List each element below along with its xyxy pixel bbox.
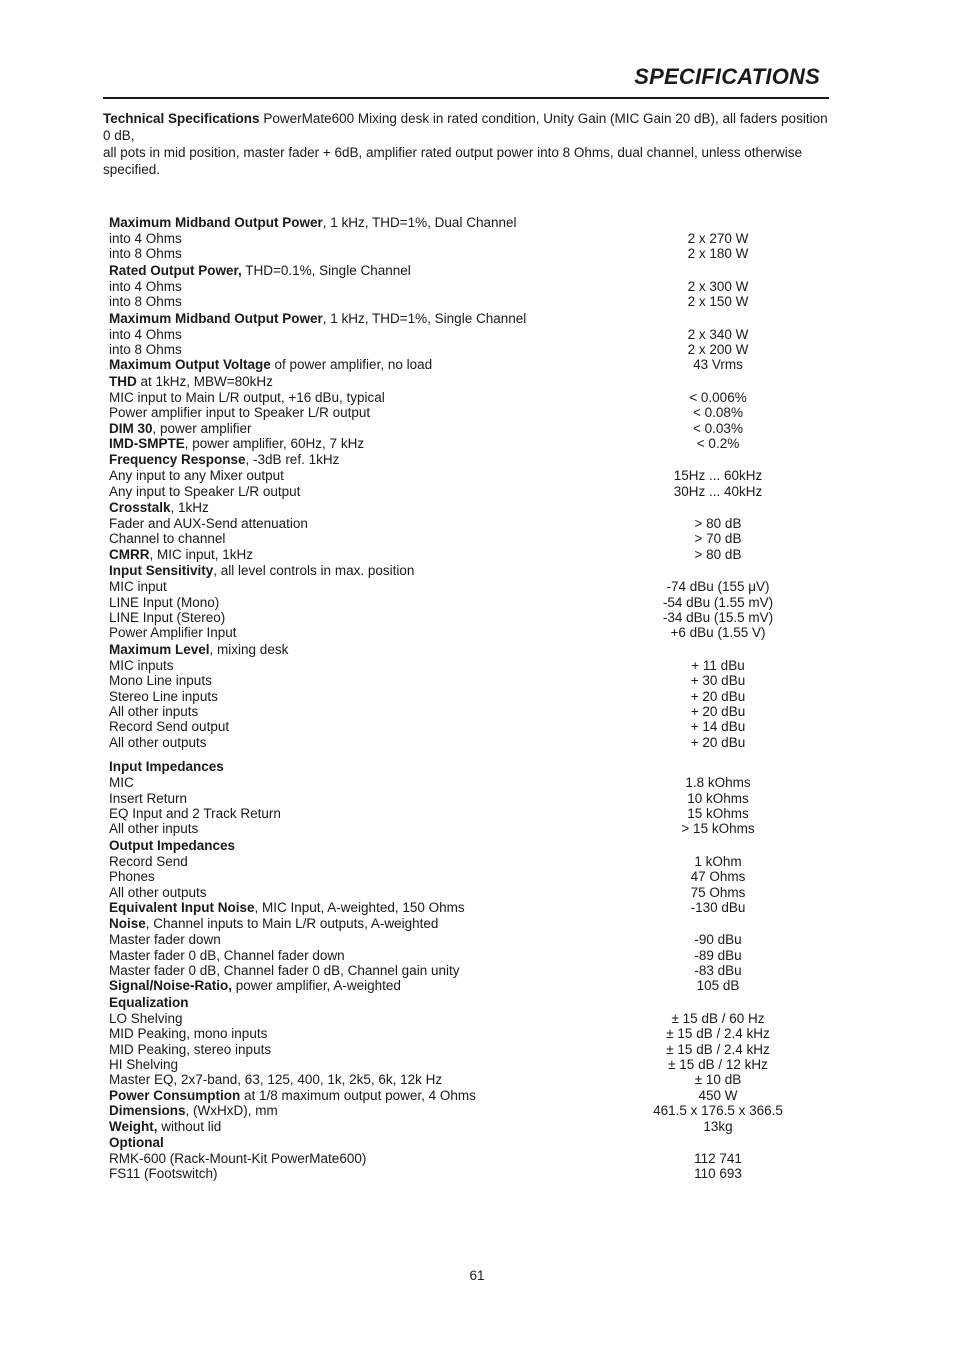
spec-label xyxy=(109,1134,164,1151)
intro-line-1 xyxy=(103,110,833,144)
spec-value: > 80 dB xyxy=(694,516,742,532)
spec-text: into 8 Ohms xyxy=(109,246,182,262)
spec-row xyxy=(109,499,829,516)
spec-value: ± 15 dB / 2.4 kHz xyxy=(666,1026,770,1042)
spec-label xyxy=(109,625,237,640)
spec-label xyxy=(109,436,364,451)
spec-text: FS11 (Footswitch) xyxy=(109,1166,218,1182)
spec-row xyxy=(109,854,829,869)
spec-text: MIC input to Main L/R output, +16 dBu, typical xyxy=(109,389,385,405)
spec-value: < 0.03% xyxy=(693,420,743,436)
spec-text: MID Peaking, mono inputs xyxy=(109,1026,268,1042)
spec-row xyxy=(109,735,829,750)
spec-row xyxy=(109,246,829,261)
spec-value: -90 dBu xyxy=(694,932,742,948)
spec-text: Any input to Speaker L/R output xyxy=(109,483,301,499)
spec-label xyxy=(109,1088,476,1103)
spec-value: -34 dBu (15.5 mV) xyxy=(662,610,774,626)
spec-value: 2 x 200 W xyxy=(687,341,749,357)
spec-row xyxy=(109,641,829,658)
spec-label xyxy=(109,421,252,436)
spec-row xyxy=(109,610,829,625)
spec-label xyxy=(109,1042,271,1057)
spec-label xyxy=(109,547,253,562)
spec-text: Power Amplifier Input xyxy=(109,625,237,641)
spec-text: into 8 Ohms xyxy=(109,341,182,357)
spec-value: + 20 dBu xyxy=(690,703,746,719)
spec-label xyxy=(109,373,273,390)
spec-heading: Noise xyxy=(109,916,146,932)
spec-row xyxy=(109,1042,829,1057)
spec-text: Power amplifier input to Speaker L/R output xyxy=(109,405,371,421)
spec-row xyxy=(109,963,829,978)
spec-text: All other outputs xyxy=(109,734,207,750)
spec-label xyxy=(109,451,339,468)
spec-value: +6 dBu (1.55 V) xyxy=(670,625,766,641)
spec-label xyxy=(109,246,182,261)
spec-label xyxy=(109,689,218,704)
spec-row xyxy=(109,869,829,884)
spec-text: power amplifier, A-weighted xyxy=(232,978,401,994)
spec-text: Mono Line inputs xyxy=(109,673,212,689)
spec-text: without lid xyxy=(157,1118,222,1134)
spec-text: into 4 Ohms xyxy=(109,231,182,246)
spec-value: + 30 dBu xyxy=(690,673,746,689)
intro-lead: Technical Specifications xyxy=(103,111,260,126)
spec-text: into 4 Ohms xyxy=(109,278,182,294)
spec-row xyxy=(109,673,829,688)
spec-label xyxy=(109,1026,267,1041)
spec-text: MIC xyxy=(109,775,134,791)
spec-text: All other inputs xyxy=(109,703,199,719)
spec-label xyxy=(109,704,198,719)
spec-label xyxy=(109,516,308,531)
spec-text: MID Peaking, stereo inputs xyxy=(109,1041,272,1057)
spec-label xyxy=(109,327,182,342)
spec-label xyxy=(109,900,465,915)
spec-row xyxy=(109,531,829,546)
title-divider xyxy=(103,97,829,99)
spec-value: > 80 dB xyxy=(694,546,742,562)
spec-row xyxy=(109,294,829,309)
spec-label xyxy=(109,310,526,327)
spec-text: Fader and AUX-Send attenuation xyxy=(109,516,308,532)
spec-row xyxy=(109,1088,829,1103)
spec-value: ± 10 dB xyxy=(694,1072,742,1088)
spec-row xyxy=(109,595,829,610)
spec-row xyxy=(109,689,829,704)
spec-value: + 11 dBu xyxy=(691,657,745,673)
spec-row xyxy=(109,390,829,405)
spec-label xyxy=(109,885,207,900)
spec-value: -74 dBu (155 μV) xyxy=(666,579,770,595)
spec-row xyxy=(109,421,829,436)
spec-row xyxy=(109,719,829,734)
spec-label xyxy=(109,837,235,854)
spec-row xyxy=(109,915,829,932)
spec-label xyxy=(109,1103,278,1118)
spec-label xyxy=(109,1011,183,1026)
spec-value: 10 kOhms xyxy=(687,790,749,806)
spec-value: -54 dBu (1.55 mV) xyxy=(662,594,774,610)
spec-row xyxy=(109,231,829,246)
spec-value: 110 693 xyxy=(694,1166,742,1182)
spec-text: Phones xyxy=(109,869,155,885)
spec-heading: Equalization xyxy=(109,994,189,1010)
spec-text: All other inputs xyxy=(109,821,199,837)
spec-row xyxy=(109,214,829,231)
spec-label xyxy=(109,262,411,279)
spec-label xyxy=(109,673,212,688)
spec-value: 105 dB xyxy=(696,978,740,994)
spec-text: LO Shelving xyxy=(109,1010,183,1026)
spec-value: ± 15 dB / 60 Hz xyxy=(671,1010,765,1026)
spec-heading: Rated Output Power, xyxy=(109,262,242,278)
spec-row xyxy=(109,1151,829,1166)
spec-text: , 1 kHz, THD=1%, Dual Channel xyxy=(322,215,517,230)
spec-text: Master fader 0 dB, Channel fader 0 dB, Channel gain unity xyxy=(109,963,460,979)
spec-value: < 0.006% xyxy=(689,389,747,405)
intro-text-1: PowerMate600 Mixing desk in rated condition, Unity Gain (MIC Gain 20 dB), all faders position 0 dB, xyxy=(103,111,828,143)
spec-heading: Equivalent Input Noise xyxy=(109,899,255,915)
spec-text: Stereo Line inputs xyxy=(109,688,218,704)
intro-paragraph xyxy=(103,110,833,178)
spec-label xyxy=(109,499,209,516)
spec-value: ± 15 dB / 2.4 kHz xyxy=(666,1041,770,1057)
spec-row xyxy=(109,373,829,390)
spec-heading: Maximum Midband Output Power xyxy=(109,215,323,230)
spec-heading: Output Impedances xyxy=(109,837,236,853)
spec-row xyxy=(109,405,829,420)
spec-label xyxy=(109,1072,442,1087)
spec-value: 2 x 340 W xyxy=(687,326,749,342)
spec-value: 13kg xyxy=(703,1118,733,1134)
spec-label xyxy=(109,468,284,483)
spec-row xyxy=(109,579,829,594)
spec-row xyxy=(109,758,829,775)
spec-text: MIC inputs xyxy=(109,657,174,673)
spec-row xyxy=(109,547,829,562)
spec-heading: Signal/Noise-Ratio, xyxy=(109,978,233,994)
spec-value: 1 kOhm xyxy=(694,853,742,869)
spec-row xyxy=(109,357,829,372)
spec-label xyxy=(109,484,300,499)
spec-label xyxy=(109,932,221,947)
spec-row xyxy=(109,1166,829,1181)
spec-value: 450 W xyxy=(698,1087,738,1103)
spec-row xyxy=(109,1026,829,1041)
spec-text: HI Shelving xyxy=(109,1057,179,1073)
spec-label xyxy=(109,357,432,372)
spec-heading: Input Sensitivity xyxy=(109,563,214,579)
spec-text: All other outputs xyxy=(109,884,207,900)
spec-heading: CMRR xyxy=(109,546,150,562)
spec-label xyxy=(109,915,438,932)
spec-heading: Power Consumption xyxy=(109,1087,241,1103)
spec-label xyxy=(109,869,155,884)
spec-text: at 1kHz, MBW=80kHz xyxy=(136,373,273,389)
spec-text: Master EQ, 2x7-band, 63, 125, 400, 1k, 2k5, 6k, 12k Hz xyxy=(109,1072,443,1088)
spec-label xyxy=(109,294,182,309)
spec-text: into 4 Ohms xyxy=(109,326,182,342)
spec-text: Channel to channel xyxy=(109,531,226,547)
spec-label xyxy=(109,231,182,246)
spec-label xyxy=(109,775,134,790)
spec-row xyxy=(109,451,829,468)
spec-label xyxy=(109,610,225,625)
spec-label xyxy=(109,978,401,993)
spec-value: 1.8 kOhms xyxy=(685,775,751,791)
spec-row xyxy=(109,1011,829,1026)
spec-row xyxy=(109,806,829,821)
spec-value: 2 x 300 W xyxy=(687,278,749,294)
spec-row xyxy=(109,837,829,854)
spec-value: 15 kOhms xyxy=(687,805,749,821)
spec-value: + 14 dBu xyxy=(690,719,746,735)
spec-value: 43 Vrms xyxy=(693,357,743,373)
spec-row xyxy=(109,948,829,963)
spec-text: , (WxHxD), mm xyxy=(185,1103,278,1119)
spec-text: MIC input xyxy=(109,579,167,595)
spec-row xyxy=(109,821,829,836)
spec-heading: Maximum Output Voltage xyxy=(109,357,271,373)
spec-text: Insert Return xyxy=(109,790,188,806)
spec-label xyxy=(109,963,459,978)
spec-heading: THD xyxy=(109,373,137,389)
spec-row xyxy=(109,468,829,483)
spec-text: , power amplifier, 60Hz, 7 kHz xyxy=(184,435,365,451)
spec-value: + 20 dBu xyxy=(690,688,746,704)
spec-row xyxy=(109,978,829,993)
spec-text: , 1 kHz, THD=1%, Single Channel xyxy=(322,310,527,326)
spec-label xyxy=(109,1151,366,1166)
spec-row xyxy=(109,327,829,342)
spec-text: , mixing desk xyxy=(209,641,289,657)
spec-table xyxy=(109,214,829,1182)
spec-heading: Dimensions xyxy=(109,1103,186,1119)
spec-label xyxy=(109,1057,178,1072)
spec-text: , -3dB ref. 1kHz xyxy=(245,452,340,468)
spec-text: LINE Input (Mono) xyxy=(109,594,220,610)
spec-text: , all level controls in max. position xyxy=(213,563,415,579)
spec-row xyxy=(109,1134,829,1151)
spec-label xyxy=(109,948,345,963)
spec-label xyxy=(109,595,219,610)
spec-label xyxy=(109,405,370,420)
spec-label xyxy=(109,719,229,734)
spec-row xyxy=(109,791,829,806)
page-number: 61 xyxy=(469,1268,485,1283)
spec-row xyxy=(109,484,829,499)
spec-row xyxy=(109,516,829,531)
spec-label xyxy=(109,821,198,836)
spec-value: > 15 kOhms xyxy=(681,821,755,837)
spec-heading: Input Impedances xyxy=(109,759,224,775)
spec-value: ± 15 dB / 12 kHz xyxy=(668,1057,768,1073)
spec-value: -83 dBu xyxy=(694,963,742,979)
spec-value: 461.5 x 176.5 x 366.5 xyxy=(653,1103,783,1119)
spec-row xyxy=(109,885,829,900)
spec-heading: Maximum Midband Output Power xyxy=(109,310,323,326)
spec-text: , power amplifier xyxy=(152,420,252,436)
spec-label xyxy=(109,531,225,546)
spec-row xyxy=(109,1072,829,1087)
spec-heading: Maximum Level xyxy=(109,641,210,657)
spec-row xyxy=(109,994,829,1011)
spec-text: , MIC Input, A-weighted, 150 Ohms xyxy=(254,899,465,915)
spec-label xyxy=(109,641,288,658)
spec-value: 75 Ohms xyxy=(690,884,746,900)
spec-value: < 0.08% xyxy=(693,405,743,421)
spec-heading: Frequency Response xyxy=(109,452,246,468)
spec-value: 112 741 xyxy=(694,1150,742,1166)
spec-heading: IMD-SMPTE xyxy=(109,435,185,451)
spec-label xyxy=(109,342,182,357)
spec-value: > 70 dB xyxy=(694,531,742,547)
spec-value: 30Hz ... 40kHz xyxy=(673,483,763,499)
spec-label xyxy=(109,390,385,405)
spec-text: , MIC input, 1kHz xyxy=(149,546,254,562)
spec-text: Master fader 0 dB, Channel fader down xyxy=(109,947,345,963)
spec-label xyxy=(109,791,187,806)
spec-label xyxy=(109,1119,221,1134)
spec-label xyxy=(109,579,167,594)
spec-heading: Weight, xyxy=(109,1118,158,1134)
spec-value: < 0.2% xyxy=(696,435,740,451)
spec-label xyxy=(109,279,182,294)
spec-text: EQ Input and 2 Track Return xyxy=(109,805,281,821)
spec-label xyxy=(109,806,281,821)
spec-value: 2 x 270 W xyxy=(687,231,749,246)
spec-row xyxy=(109,310,829,327)
spec-row xyxy=(109,775,829,790)
spec-text: Any input to any Mixer output xyxy=(109,468,284,484)
spec-value: 2 x 180 W xyxy=(687,246,749,262)
spec-text: of power amplifier, no load xyxy=(270,357,433,373)
spec-row xyxy=(109,279,829,294)
spec-row xyxy=(109,658,829,673)
spec-heading: DIM 30 xyxy=(109,420,153,436)
spec-label xyxy=(109,1166,218,1181)
spec-row xyxy=(109,625,829,640)
spec-value: 15Hz ... 60kHz xyxy=(673,468,763,484)
spec-text: Record Send output xyxy=(109,719,230,735)
spec-label xyxy=(109,735,207,750)
spec-label xyxy=(109,994,189,1011)
intro-line-2: all pots in mid position, master fader + 6dB, amplifier rated output power into 8 Ohms, dual channel, unless otherwise specified. xyxy=(103,145,802,177)
spec-text: THD=0.1%, Single Channel xyxy=(241,262,411,278)
spec-value: -130 dBu xyxy=(690,899,746,915)
spec-text: Record Send xyxy=(109,853,188,869)
spec-label xyxy=(109,214,516,231)
spec-row xyxy=(109,342,829,357)
spec-value: + 20 dBu xyxy=(690,734,746,750)
spec-row xyxy=(109,704,829,719)
spec-row xyxy=(109,262,829,279)
spec-value: 47 Ohms xyxy=(690,869,746,885)
page-title: SPECIFICATIONS xyxy=(634,64,820,89)
spec-row xyxy=(109,932,829,947)
spec-text: at 1/8 maximum output power, 4 Ohms xyxy=(240,1087,476,1103)
spec-row xyxy=(109,1057,829,1072)
spec-value: -89 dBu xyxy=(694,947,742,963)
spec-text: RMK-600 (Rack-Mount-Kit PowerMate600) xyxy=(109,1150,367,1166)
spec-row xyxy=(109,436,829,451)
spec-text: LINE Input (Stereo) xyxy=(109,610,226,626)
spec-label xyxy=(109,854,188,869)
spec-text: , 1kHz xyxy=(170,500,209,516)
spec-heading: Crosstalk xyxy=(109,500,171,516)
spec-text: , Channel inputs to Main L/R outputs, A-weighted xyxy=(145,916,439,932)
spec-row xyxy=(109,1103,829,1118)
spec-label xyxy=(109,658,174,673)
spec-text: Master fader down xyxy=(109,932,221,948)
spec-row xyxy=(109,1119,829,1134)
spec-row xyxy=(109,900,829,915)
spec-heading: Optional xyxy=(109,1134,164,1150)
spec-label xyxy=(109,758,224,775)
spec-text: into 8 Ohms xyxy=(109,294,182,310)
spec-row xyxy=(109,562,829,579)
spec-label xyxy=(109,562,414,579)
spec-value: 2 x 150 W xyxy=(687,294,749,310)
